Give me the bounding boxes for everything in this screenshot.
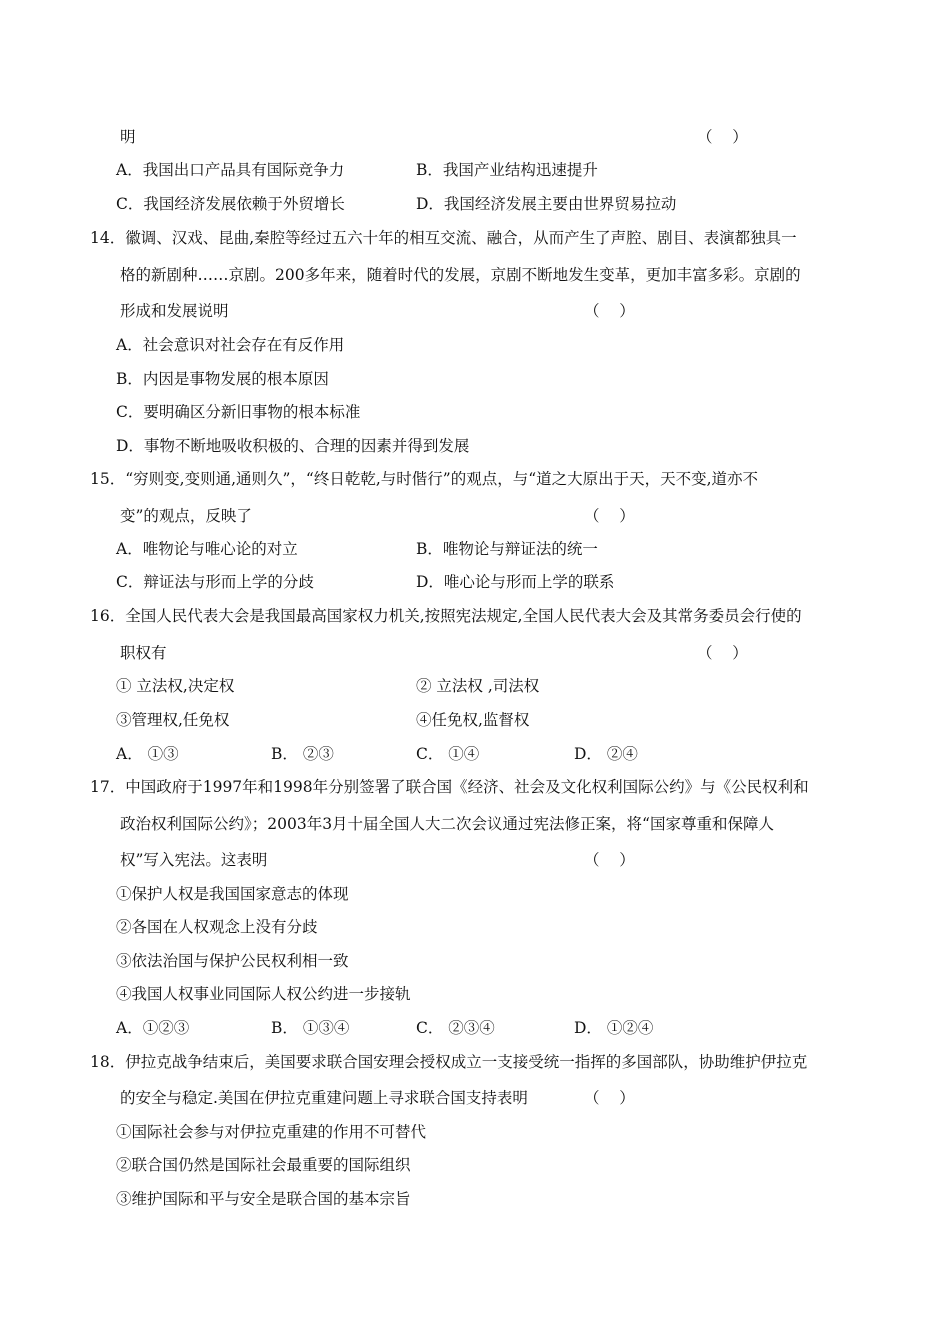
- q13-option-c: C．我国经济发展依赖于外贸增长: [116, 195, 345, 213]
- q17-answer-blank: （ ）: [584, 851, 635, 869]
- q17-option-a: A．①②③: [116, 1019, 190, 1037]
- q14-option-c: C．要明确区分新旧事物的根本标准: [116, 403, 361, 421]
- q13-stem-tail: 明: [120, 128, 136, 146]
- q17-item-2: ②各国在人权观念上没有分歧: [116, 918, 318, 936]
- q18-stem-line-2: 的安全与稳定.美国在伊拉克重建问题上寻求联合国支持表明: [120, 1089, 528, 1107]
- q15-answer-blank: （ ）: [584, 507, 635, 525]
- q16-option-c: C． ①④: [416, 745, 480, 763]
- q18-item-1: ①国际社会参与对伊拉克重建的作用不可替代: [116, 1123, 427, 1141]
- q16-stem-line-2: 职权有: [120, 644, 167, 662]
- q13-option-d: D．我国经济发展主要由世界贸易拉动: [416, 195, 677, 213]
- q16-option-d: D． ②④: [574, 745, 638, 763]
- q18-item-2: ②联合国仍然是国际社会最重要的国际组织: [116, 1156, 411, 1174]
- q18-answer-blank: （ ）: [584, 1089, 635, 1107]
- q16-item-4: ④任免权,监督权: [416, 711, 530, 729]
- q16-item-3: ③管理权,任免权: [116, 711, 230, 729]
- q13-option-a: A．我国出口产品具有国际竞争力: [116, 161, 345, 179]
- q14-stem-line-1: 14．徽调、汉戏、昆曲,秦腔等经过五六十年的相互交流、融合，从而产生了声腔、剧目、表演都独具一: [90, 229, 797, 247]
- q16-item-2: ② 立法权 ,司法权: [416, 677, 540, 695]
- q16-item-1: ① 立法权,决定权: [116, 677, 235, 695]
- q13-answer-blank: （ ）: [697, 128, 748, 146]
- q16-option-a: A． ①③: [116, 745, 179, 763]
- q14-stem-line-2: 格的新剧种……京剧。200多年来，随着时代的发展，京剧不断地发生变革，更加丰富多彩。京剧的: [120, 266, 801, 284]
- q17-stem-line-3: 权”写入宪法。这表明: [120, 851, 268, 869]
- q14-option-d: D．事物不断地吸收积极的、合理的因素并得到发展: [116, 437, 470, 455]
- q16-stem-line-1: 16．全国人民代表大会是我国最高国家权力机关,按照宪法规定,全国人民代表大会及其常务委员会行使的: [90, 607, 802, 625]
- q16-option-b: B． ②③: [271, 745, 334, 763]
- q14-answer-blank: （ ）: [584, 302, 635, 320]
- q15-option-c: C．辩证法与形而上学的分歧: [116, 573, 314, 591]
- q15-option-b: B．唯物论与辩证法的统一: [416, 540, 598, 558]
- q15-option-a: A．唯物论与唯心论的对立: [116, 540, 298, 558]
- q17-stem-line-1: 17．中国政府于1997年和1998年分别签署了联合国《经济、社会及文化权利国际公约》与《公民权利和: [90, 778, 809, 796]
- q14-stem-line-3: 形成和发展说明: [120, 302, 229, 320]
- q17-option-c: C． ②③④: [416, 1019, 495, 1037]
- q17-option-d: D． ①②④: [574, 1019, 654, 1037]
- q18-item-3: ③维护国际和平与安全是联合国的基本宗旨: [116, 1190, 411, 1208]
- q16-answer-blank: （ ）: [697, 644, 748, 662]
- q17-item-1: ①保护人权是我国国家意志的体现: [116, 885, 349, 903]
- q15-stem-line-2: 变”的观点，反映了: [120, 507, 252, 525]
- q15-option-d: D．唯心论与形而上学的联系: [416, 573, 615, 591]
- q13-option-b: B．我国产业结构迅速提升: [416, 161, 598, 179]
- q17-item-4: ④我国人权事业同国际人权公约进一步接轨: [116, 985, 411, 1003]
- q14-option-b: B．内因是事物发展的根本原因: [116, 370, 329, 388]
- q17-option-b: B． ①③④: [271, 1019, 350, 1037]
- q18-stem-line-1: 18．伊拉克战争结束后，美国要求联合国安理会授权成立一支接受统一指挥的多国部队，协助维护伊拉克: [90, 1053, 808, 1071]
- q15-stem-line-1: 15．“穷则变,变则通,通则久”，“终日乾乾,与时偕行”的观点，与“道之大原出于天，天不变,道亦不: [90, 470, 759, 488]
- q17-item-3: ③依法治国与保护公民权利相一致: [116, 952, 349, 970]
- q14-option-a: A．社会意识对社会存在有反作用: [116, 336, 345, 354]
- q17-stem-line-2: 政治权利国际公约》；2003年3月十届全国人大二次会议通过宪法修正案，将“国家尊重和保障人: [120, 815, 774, 833]
